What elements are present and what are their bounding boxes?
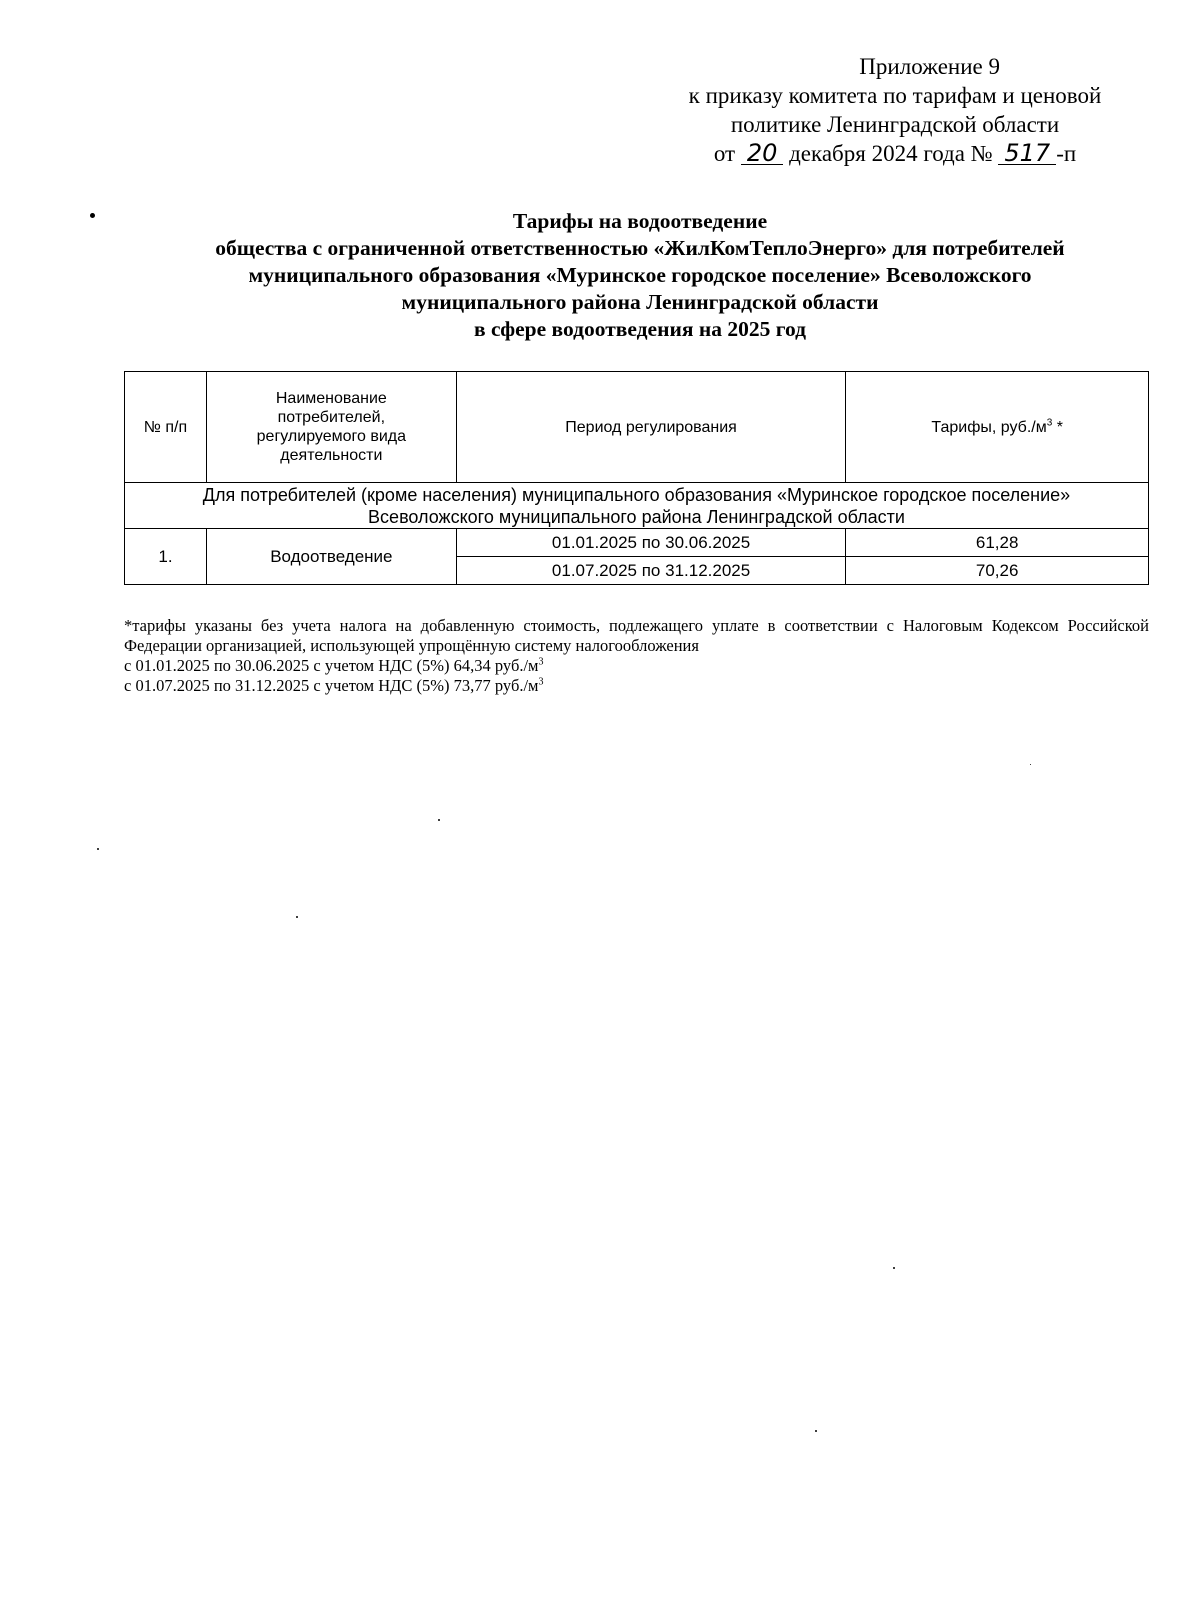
appendix-line-3: политике Ленинградской области bbox=[730, 112, 1060, 137]
scan-speck bbox=[438, 819, 440, 821]
row-tariff-2: 70,26 bbox=[846, 557, 1149, 585]
footnote-line-1 bbox=[124, 656, 1149, 676]
group-label-line-2: Всеволожского муниципального района Ленинградской области bbox=[368, 506, 905, 527]
title-line-4: муниципального района Ленинградской области bbox=[401, 290, 879, 314]
header-name bbox=[206, 372, 456, 483]
handwritten-day: 20 bbox=[741, 142, 784, 165]
appendix-number-suffix: -п bbox=[1056, 141, 1077, 166]
title-line-3: муниципального образования «Муринское городское поселение» Всеволожского bbox=[248, 263, 1032, 287]
handwritten-order-number: 517 bbox=[998, 142, 1056, 165]
scan-speck bbox=[1030, 764, 1031, 765]
appendix-date-middle: декабря 2024 года № bbox=[789, 141, 993, 166]
scan-speck bbox=[90, 213, 95, 218]
footnote-line-1-text: с 01.01.2025 по 30.06.2025 с учетом НДС (5%) 64,34 руб./м bbox=[124, 656, 539, 675]
footnote-line-2-text: с 01.07.2025 по 31.12.2025 с учетом НДС (5%) 73,77 руб./м bbox=[124, 676, 539, 695]
title-line-2: общества с ограниченной ответственностью «ЖилКомТеплоЭнерго» для потребителей bbox=[215, 236, 1065, 260]
row-period-1: 01.01.2025 по 30.06.2025 bbox=[456, 529, 846, 557]
header-number: № п/п bbox=[125, 372, 207, 483]
header-period: Период регулирования bbox=[456, 372, 846, 483]
document-title bbox=[100, 208, 1180, 343]
table-row bbox=[125, 529, 1149, 557]
group-row bbox=[125, 483, 1149, 529]
appendix-header bbox=[640, 52, 1150, 168]
row-name: Водоотведение bbox=[206, 529, 456, 585]
footnote-text: *тарифы указаны без учета налога на добавленную стоимость, подлежащего уплате в соответствии с Налоговым Кодексом Российской Федерации организацией, использующей упрощённую систему налогообложения bbox=[124, 616, 1149, 655]
footnote-line-2-sup: 3 bbox=[538, 676, 544, 688]
title-line-5: в сфере водоотведения на 2025 год bbox=[474, 317, 806, 341]
header-name-text: Наименование потребителей, регулируемого вида деятельности bbox=[256, 390, 407, 464]
footnote bbox=[124, 616, 1149, 696]
appendix-title: Приложение 9 bbox=[859, 54, 1000, 79]
scan-speck bbox=[815, 1430, 817, 1432]
group-label-line-1: Для потребителей (кроме населения) муниципального образования «Муринское городское поселение» bbox=[202, 484, 1071, 505]
group-label bbox=[125, 483, 1149, 529]
appendix-line-2: к приказу комитета по тарифам и ценовой bbox=[688, 83, 1102, 108]
row-period-2: 01.07.2025 по 31.12.2025 bbox=[456, 557, 846, 585]
table-header-row bbox=[125, 372, 1149, 483]
tariff-table bbox=[124, 371, 1149, 585]
appendix-date-prefix: от bbox=[713, 141, 736, 166]
header-tariff bbox=[846, 372, 1149, 483]
title-line-1: Тарифы на водоотведение bbox=[512, 209, 768, 233]
footnote-line-1-sup: 3 bbox=[538, 656, 544, 668]
header-tariff-mark: * bbox=[1052, 418, 1063, 436]
row-tariff-1: 61,28 bbox=[846, 529, 1149, 557]
header-tariff-sup: 3 bbox=[1046, 417, 1053, 429]
row-number: 1. bbox=[125, 529, 207, 585]
scan-speck bbox=[893, 1267, 895, 1269]
header-tariff-text: Тарифы, руб./м bbox=[931, 418, 1047, 436]
scan-speck bbox=[296, 916, 298, 918]
footnote-line-2 bbox=[124, 676, 1149, 696]
scan-speck bbox=[97, 848, 99, 850]
